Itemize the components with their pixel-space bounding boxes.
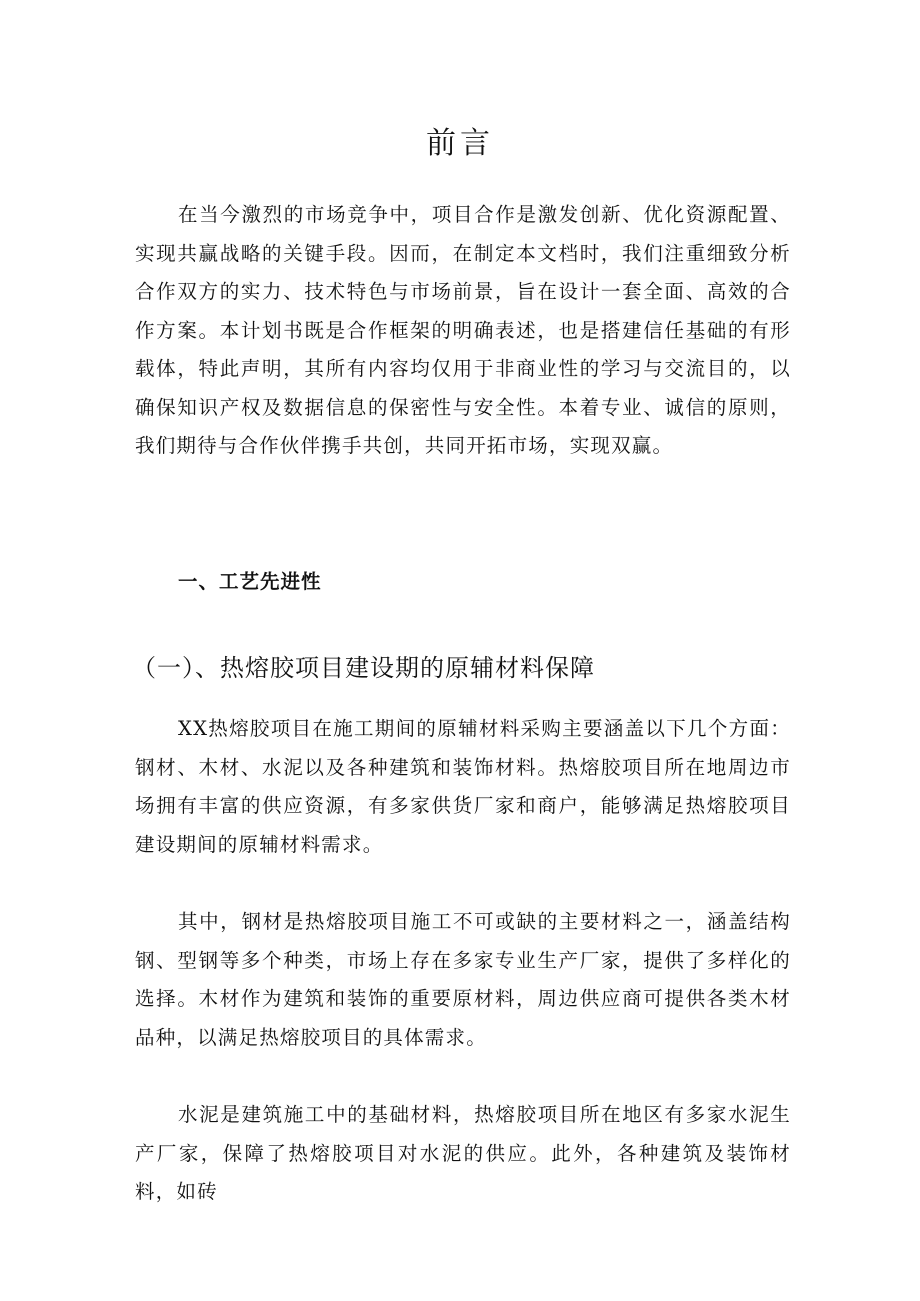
page-title: 前言 [426, 126, 494, 161]
section-heading: 一、工艺先进性 [178, 570, 322, 593]
preface-paragraph: 在当今激烈的市场竞争中，项目合作是激发创新、优化资源配置、实现共赢战略的关键手段。因而，在制定本文档时，我们注重细致分析合作双方的实力、技术特色与市场前景，旨在设计一套全面、高效的合作方案。本计划书既是合作框架的明确表述，也是搭建信任基础的有形载体，特此声明，其所有内容均仅用于非商业性的学习与交流目的，以确保知识产权及数据信息的保密性与安全性。本着专业、诚信的原则，我们期待与合作伙伴携手共创，共同开拓市场，实现双赢。 [135, 203, 791, 457]
body-paragraph-3: 水泥是建筑施工中的基础材料，热熔胶项目所在地区有多家水泥生产厂家，保障了热熔胶项目对水泥的供应。此外，各种建筑及装饰材料，如砖 [135, 1103, 791, 1203]
subsection-heading: （一）、热熔胶项目建设期的原辅材料保障 [132, 654, 595, 682]
body-paragraph-1: XX热熔胶项目在施工期间的原辅材料采购主要涵盖以下几个方面：钢材、木材、水泥以及各种建筑和装饰材料。热熔胶项目所在地周边市场拥有丰富的供应资源，有多家供货厂家和商户，能够满足热熔胶项目建设期间的原辅材料需求。 [135, 717, 791, 856]
body-paragraph-2: 其中，钢材是热熔胶项目施工不可或缺的主要材料之一，涵盖结构钢、型钢等多个种类，市场上存在多家专业生产厂家，提供了多样化的选择。木材作为建筑和装饰的重要原材料，周边供应商可提供各类木材品种，以满足热熔胶项目的具体需求。 [135, 910, 791, 1049]
